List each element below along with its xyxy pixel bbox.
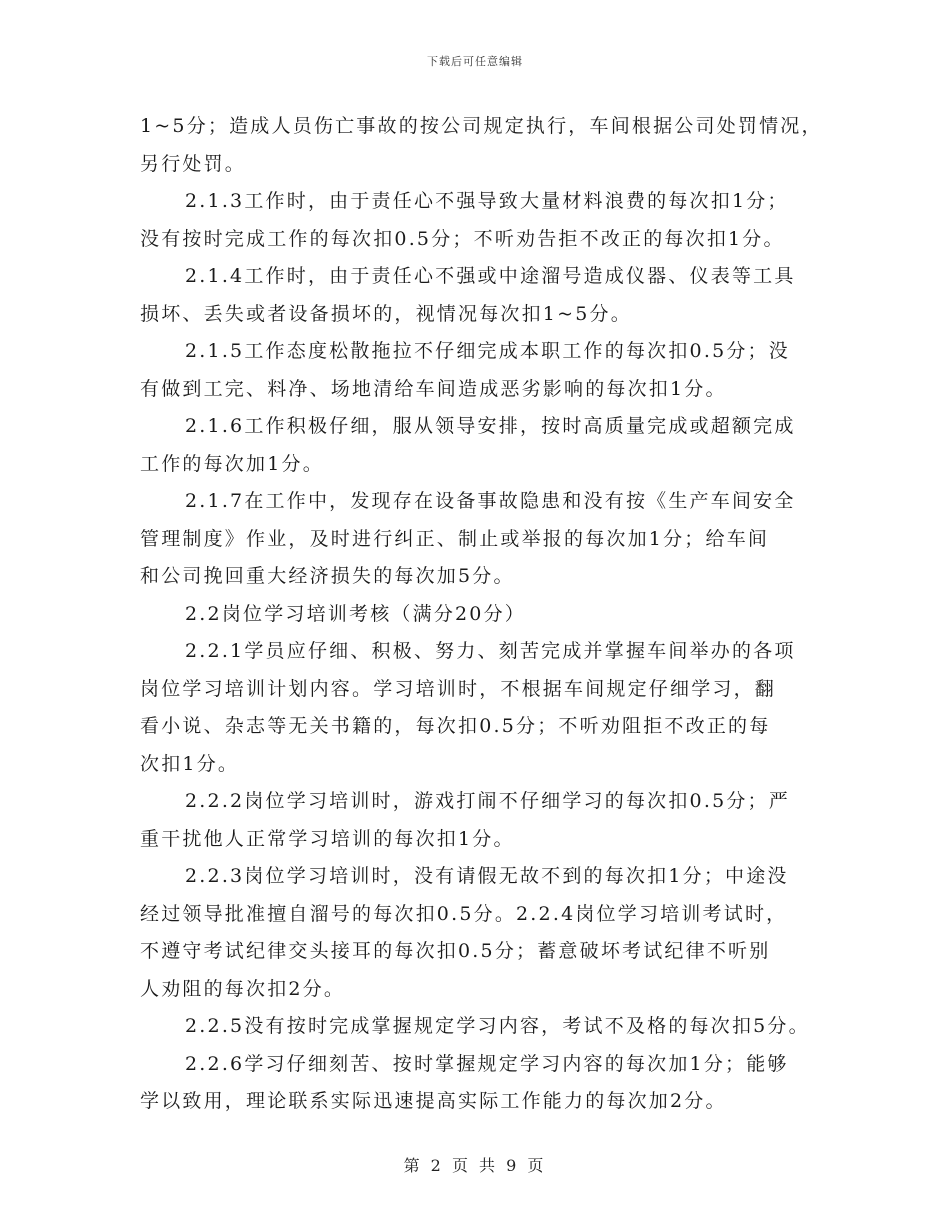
text-line: 不遵守考试纪律交头接耳的每次扣0.5分；蓄意破坏考试纪律不听别 xyxy=(140,940,771,962)
text-line: 学以致用，理论联系实际迅速提高实际工作能力的每次加2分。 xyxy=(140,1090,727,1112)
text-line: 岗位学习培训计划内容。学习培训时，不根据车间规定仔细学习，翻 xyxy=(140,677,777,700)
text-line: 1~5分；造成人员伤亡事故的按公司规定执行，车间根据公司处罚情况， xyxy=(140,115,823,137)
text-line: 没有按时完成工作的每次扣0.5分；不听劝告拒不改正的每次扣1分。 xyxy=(140,227,785,250)
text-line: 2.1.4工作时，由于责任心不强或中途溜号造成仪器、仪表等工具 xyxy=(185,265,796,287)
document-body xyxy=(140,108,840,1121)
text-line: 2.1.5工作态度松散拖拉不仔细完成本职工作的每次扣0.5分；没 xyxy=(185,340,790,362)
text-line: 重干扰他人正常学习培训的每次扣1分。 xyxy=(140,827,515,850)
text-line: 有做到工完、料净、场地清给车间造成恶劣影响的每次扣1分。 xyxy=(140,377,727,400)
page-header: 下载后可任意编辑 xyxy=(427,55,523,68)
text-line: 经过领导批准擅自溜号的每次扣0.5分。2.2.4岗位学习培训考试时， xyxy=(140,902,788,925)
page-footer: 第 2 页 共 9 页 xyxy=(403,1156,547,1175)
text-line: 2.1.3工作时，由于责任心不强导致大量材料浪费的每次扣1分； xyxy=(185,190,789,212)
text-line: 2.2.1学员应仔细、积极、努力、刻苦完成并掌握车间举办的各项 xyxy=(185,640,796,662)
text-line: 人劝阻的每次扣2分。 xyxy=(140,977,346,1000)
text-line: 2.2.6学习仔细刻苦、按时掌握规定学习内容的每次加1分；能够 xyxy=(185,1052,789,1075)
text-line: 2.2.5没有按时完成掌握规定学习内容，考试不及格的每次扣5分。 xyxy=(185,1015,810,1037)
text-line: 工作的每次加1分。 xyxy=(140,452,324,475)
text-line: 看小说、杂志等无关书籍的，每次扣0.5分；不听劝阻拒不改正的每 xyxy=(140,715,771,737)
text-line: 管理制度》作业，及时进行纠正、制止或举报的每次加1分；给车间 xyxy=(140,527,770,550)
text-line: 2.1.7在工作中，发现存在设备事故隐患和没有按《生产车间安全 xyxy=(185,490,796,512)
text-line: 另行处罚。 xyxy=(140,152,247,175)
section-heading: 2.2岗位学习培训考核（满分20分） xyxy=(185,602,526,625)
text-line: 和公司挽回重大经济损失的每次加5分。 xyxy=(140,565,515,587)
text-line: 2.2.3岗位学习培训时，没有请假无故不到的每次扣1分；中途没 xyxy=(185,865,789,887)
text-line: 损坏、丢失或者设备损坏的，视情况每次扣1~5分。 xyxy=(140,302,632,325)
text-line: 2.1.6工作积极仔细，服从领导安排，按时高质量完成或超额完成 xyxy=(185,415,796,437)
text-line: 2.2.2岗位学习培训时，游戏打闹不仔细学习的每次扣0.5分；严 xyxy=(185,790,790,812)
text-line: 次扣1分。 xyxy=(140,752,240,775)
